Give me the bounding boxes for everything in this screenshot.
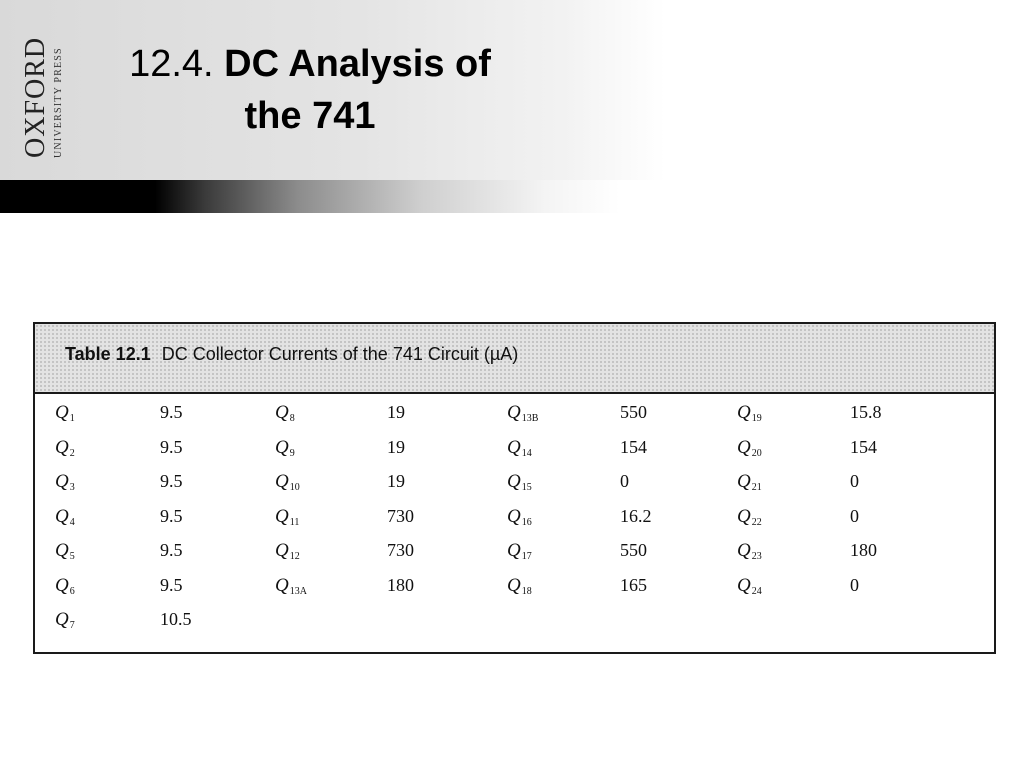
current-value: 154 [850,436,877,457]
current-value: 9.5 [160,471,183,491]
transistor-label: $Q_2$ [55,436,75,459]
transistor-label: $Q_{14}$ [507,436,532,459]
transistor-label: $Q_{23}$ [737,540,762,562]
current-value: 0 [850,574,859,595]
section-number: 12.4. [129,43,214,85]
transistor-label: $Q_{13A}$ [275,574,307,597]
table-label: Table 12.1 [65,344,151,364]
decorative-gradient-bar [0,180,620,213]
title-line-1: DC Analysis of [224,43,491,85]
current-value: 180 [850,540,877,560]
current-value: 10.5 [160,609,192,629]
transistor-label: $Q_{22}$ [737,505,762,528]
current-value: 15.8 [850,402,882,422]
current-value: 154 [620,436,647,457]
current-value: 16.2 [620,505,652,526]
transistor-label: $Q_6$ [55,574,75,597]
transistor-label: $Q_3$ [55,471,75,493]
current-value: 19 [387,402,405,422]
current-value: 550 [620,540,647,560]
transistor-label: $Q_{15}$ [507,471,532,493]
collector-currents-table [33,322,996,654]
slide-title [100,38,520,142]
transistor-label: $Q_{16}$ [507,505,532,528]
transistor-label: $Q_4$ [55,505,75,528]
current-value: 19 [387,436,405,457]
transistor-label: $Q_{11}$ [275,505,300,528]
transistor-label: $Q_5$ [55,540,75,562]
table-caption-bar [35,324,994,394]
current-value: 550 [620,402,647,422]
transistor-label: $Q_{13B}$ [507,402,539,424]
transistor-label: $Q_7$ [55,609,75,631]
transistor-label: $Q_{18}$ [507,574,532,597]
current-value: 9.5 [160,574,183,595]
transistor-label: $Q_{17}$ [507,540,532,562]
transistor-label: $Q_{24}$ [737,574,762,597]
current-value: 730 [387,505,414,526]
transistor-label: $Q_{20}$ [737,436,762,459]
current-value: 730 [387,540,414,560]
logo-subtitle: UNIVERSITY PRESS [53,47,64,158]
current-value: 165 [620,574,647,595]
transistor-label: $Q_{10}$ [275,471,300,493]
current-value: 180 [387,574,414,595]
current-value: 9.5 [160,540,183,560]
current-value: 0 [850,505,859,526]
transistor-label: $Q_9$ [275,436,295,459]
current-value: 9.5 [160,505,183,526]
oxford-logo [14,18,70,163]
current-value: 0 [850,471,859,491]
current-value: 9.5 [160,402,183,422]
table-caption [65,344,518,365]
current-value: 0 [620,471,629,491]
table-body [35,394,994,652]
transistor-label: $Q_{12}$ [275,540,300,562]
current-value: 19 [387,471,405,491]
transistor-label: $Q_{21}$ [737,471,762,493]
transistor-label: $Q_{19}$ [737,402,762,424]
transistor-label: $Q_1$ [55,402,75,424]
table-caption-text: DC Collector Currents of the 741 Circuit (µA) [161,344,519,364]
logo-wordmark: OXFORD [20,36,51,158]
title-line-2: the 741 [244,95,376,137]
current-value: 9.5 [160,436,183,457]
transistor-label: $Q_8$ [275,402,295,424]
